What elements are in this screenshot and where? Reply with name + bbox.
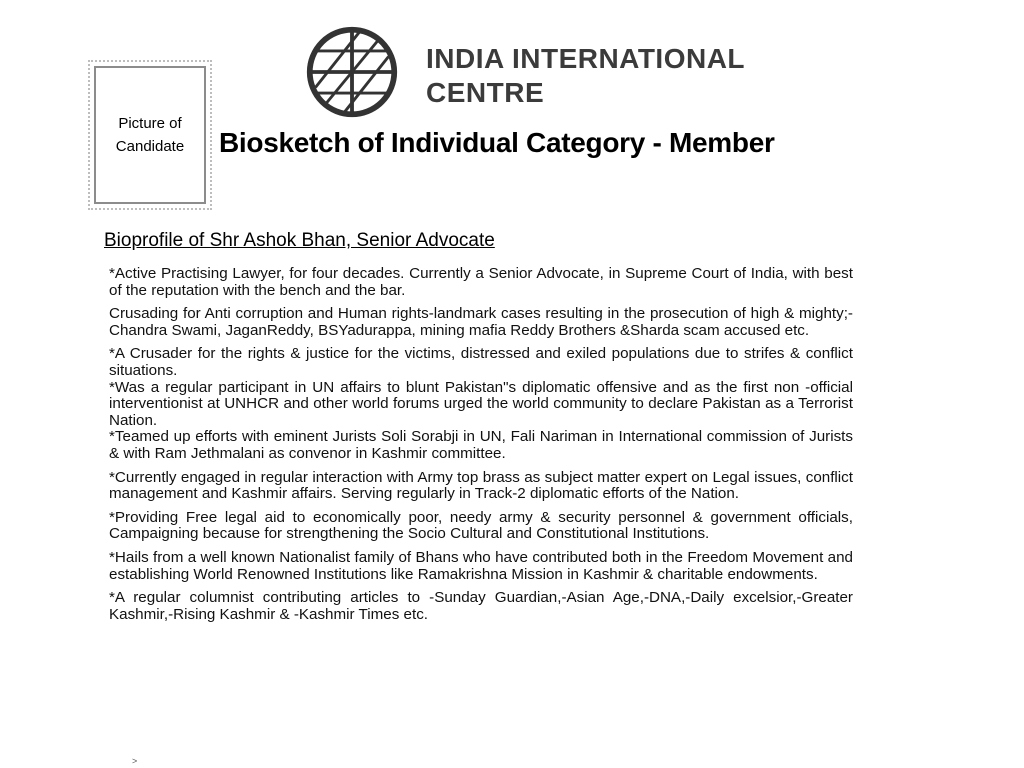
page-title: Biosketch of Individual Category - Member [219, 127, 775, 158]
bio-paragraph: *A Crusader for the rights & justice for the victims, distressed and exiled populations due to strifes & conflict situations. [109, 345, 853, 379]
bio-paragraph: *A regular columnist contributing articles to -Sunday Guardian,-Asian Age,-DNA,-Daily excelsior,-Greater Kashmir,-Rising Kashmir & -Kashmir Times etc. [109, 589, 853, 623]
bioprofile-heading: Bioprofile of Shr Ashok Bhan, Senior Advocate [104, 230, 495, 251]
logo-wordmark [426, 42, 745, 110]
photo-placeholder-box [94, 66, 206, 204]
bio-paragraph: *Hails from a well known Nationalist family of Bhans who have contributed both in the Freedom Movement and establishing World Renowned Institutions like Ramakrishna Mission in Kashmir & charitable endowments. [109, 548, 853, 583]
logo-line2: CENTRE [426, 77, 545, 108]
bio-text [109, 266, 853, 630]
globe-emblem-icon [304, 24, 400, 120]
photo-placeholder-line2: Candidate [115, 138, 185, 155]
photo-placeholder-line1: Picture of [118, 115, 182, 132]
stray-mark: > [132, 756, 138, 766]
candidate-photo-placeholder [88, 60, 212, 210]
bio-paragraph: *Was a regular participant in UN affairs to blunt Pakistan"s diplomatic offensive and as the first non -official interventionist at UNHCR and other world forums urged the world community to declare Pakistan as a Terrorist Nation. [109, 378, 853, 429]
bio-paragraph: *Teamed up efforts with eminent Jurists Soli Sorabji in UN, Fali Nariman in International commission of Jurists & with Ram Jethmalani as convenor in Kashmir committee. [109, 428, 853, 462]
bio-paragraph: *Currently engaged in regular interaction with Army top brass as subject matter expert on Legal issues, conflict management and Kashmir affairs. Serving regularly in Track-2 diplomatic efforts of the Nation. [109, 468, 853, 503]
bio-paragraph: Crusading for Anti corruption and Human rights-landmark cases resulting in the prosecution of high & mighty;-Chandra Swami, JaganReddy, BSYadurappa, mining mafia Reddy Brothers &Sharda scam accused etc. [109, 305, 853, 339]
bio-paragraph: *Active Practising Lawyer, for four decades. Currently a Senior Advocate, in Supreme Court of India, with best of the reputation with the bench and the bar. [109, 265, 853, 299]
bio-paragraph: *Providing Free legal aid to economically poor, needy army & security personnel & government officials, Campaigning because for strengthening the Socio Cultural and Constitutional Institutions. [109, 508, 853, 543]
iic-logo [300, 24, 780, 124]
logo-line1: INDIA INTERNATIONAL [426, 43, 746, 74]
